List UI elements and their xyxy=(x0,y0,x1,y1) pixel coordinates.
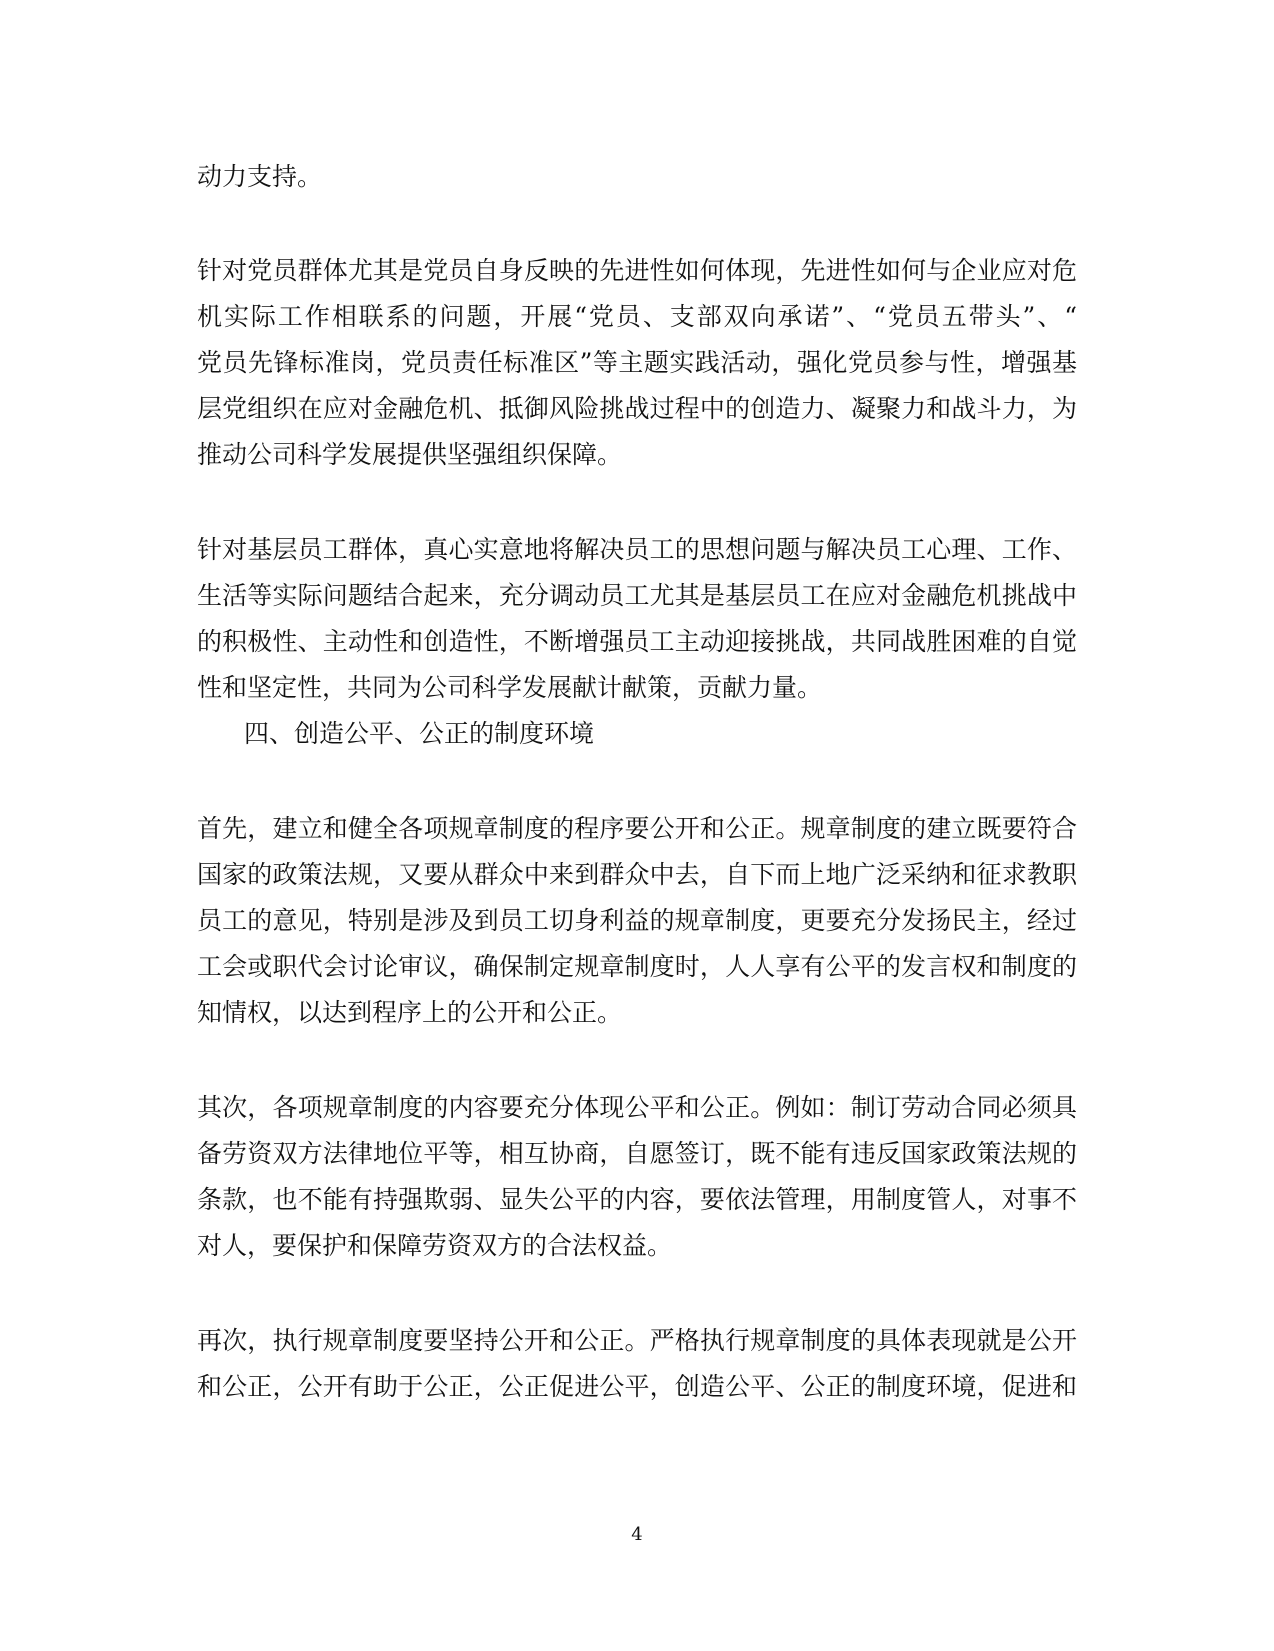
text-line: 针对党员群体尤其是党员自身反映的先进性如何体现，先进性如何与企业应对危 xyxy=(197,256,1077,285)
text-line: 和公正，公开有助于公正，公正促进公平，创造公平、公正的制度环境，促进和 xyxy=(197,1372,1077,1401)
text-line: 针对基层员工群体，真心实意地将解决员工的思想问题与解决员工心理、工作、 xyxy=(197,535,1077,564)
text-line: 对人，要保护和保障劳资双方的合法权益。 xyxy=(197,1231,673,1260)
page-number: 4 xyxy=(631,1524,643,1545)
text-line: 首先，建立和健全各项规章制度的程序要公开和公正。规章制度的建立既要符合 xyxy=(197,814,1077,843)
text-line: 条款，也不能有持强欺弱、显失公平的内容，要依法管理，用制度管人，对事不 xyxy=(197,1185,1077,1214)
text-line: 动力支持。 xyxy=(197,162,323,191)
text-line: 国家的政策法规，又要从群众中来到群众中去，自下而上地广泛采纳和征求教职 xyxy=(197,860,1077,889)
text-line: 生活等实际问题结合起来，充分调动员工尤其是基层员工在应对金融危机挑战中 xyxy=(197,581,1077,610)
text-line: 推动公司科学发展提供坚强组织保障。 xyxy=(197,440,623,469)
text-line: 其次，各项规章制度的内容要充分体现公平和公正。例如：制订劳动合同必须具 xyxy=(197,1093,1077,1122)
text-line: 知情权，以达到程序上的公开和公正。 xyxy=(197,998,623,1027)
text-line: 党员先锋标准岗，党员责任标准区”等主题实践活动，强化党员参与性，增强基 xyxy=(197,348,1077,377)
section-heading: 四、创造公平、公正的制度环境 xyxy=(244,719,595,748)
text-line: 工会或职代会讨论审议，确保制定规章制度时，人人享有公平的发言权和制度的 xyxy=(197,952,1077,981)
text-line: 员工的意见，特别是涉及到员工切身利益的规章制度，更要充分发扬民主，经过 xyxy=(197,906,1077,935)
text-line: 的积极性、主动性和创造性，不断增强员工主动迎接挑战，共同战胜困难的自觉 xyxy=(197,627,1077,656)
text-line: 层党组织在应对金融危机、抵御风险挑战过程中的创造力、凝聚力和战斗力，为 xyxy=(197,394,1077,423)
text-line: 性和坚定性，共同为公司科学发展献计献策，贡献力量。 xyxy=(197,673,823,702)
text-line: 机实际工作相联系的问题，开展“党员、支部双向承诺”、“党员五带头”、“ xyxy=(197,302,1077,331)
text-line: 备劳资双方法律地位平等，相互协商，自愿签订，既不能有违反国家政策法规的 xyxy=(197,1139,1077,1168)
text-line: 再次，执行规章制度要坚持公开和公正。严格执行规章制度的具体表现就是公开 xyxy=(197,1326,1077,1355)
